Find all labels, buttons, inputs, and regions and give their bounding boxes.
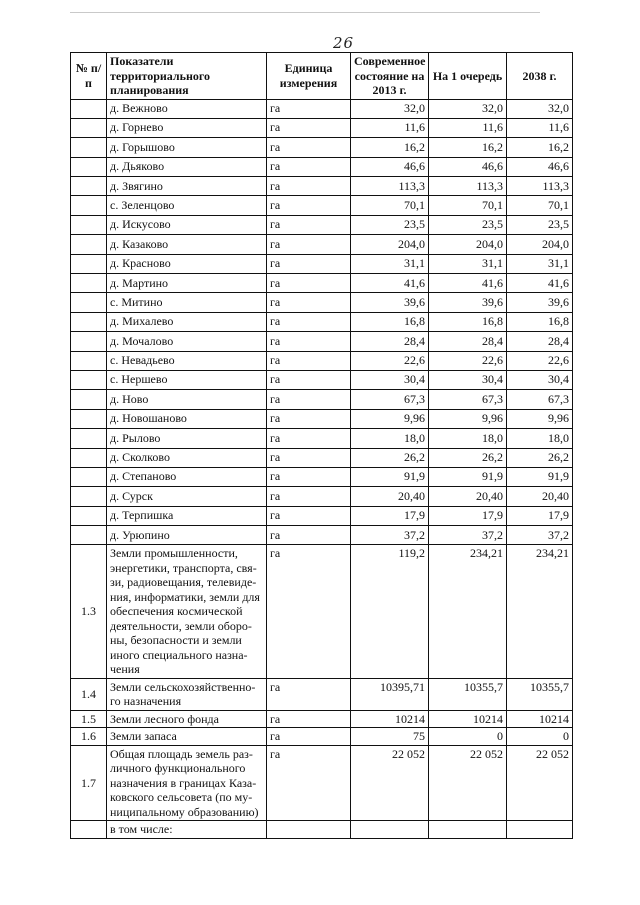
stage1-value: 9,96 — [429, 409, 507, 428]
stage1-value: 11,6 — [429, 118, 507, 137]
row-number-cell — [71, 118, 107, 137]
y2038-value: 67,3 — [507, 390, 573, 409]
table-row — [71, 448, 573, 467]
table-row — [71, 506, 573, 525]
section-title — [107, 728, 267, 746]
row-number-cell — [71, 370, 107, 389]
stage1-value: 234,21 — [429, 545, 507, 679]
section-title-line: Земли сельскохозяйственно- — [110, 679, 256, 694]
table-row — [71, 526, 573, 545]
unit-cell: га — [267, 138, 351, 157]
current-value: 39,6 — [351, 293, 429, 312]
row-number-cell — [71, 409, 107, 428]
table-row — [71, 467, 573, 486]
row-number-cell — [71, 138, 107, 157]
stage1-value: 10355,7 — [429, 678, 507, 710]
current-value: 31,1 — [351, 254, 429, 273]
unit-cell: га — [267, 678, 351, 710]
section-title — [107, 745, 267, 821]
col-header-2038: 2038 г. — [507, 53, 573, 100]
empty-cell — [507, 821, 573, 839]
y2038-value: 37,2 — [507, 526, 573, 545]
y2038-value: 20,40 — [507, 487, 573, 506]
unit-cell: га — [267, 157, 351, 176]
section-title — [107, 710, 267, 728]
unit-cell: га — [267, 526, 351, 545]
unit-cell: га — [267, 293, 351, 312]
section-number: 1.4 — [71, 678, 107, 710]
current-value: 17,9 — [351, 506, 429, 525]
village-name: д. Мартино — [107, 274, 267, 293]
section-title-line: ны, безопасности и земли — [110, 633, 242, 648]
village-name: д. Красново — [107, 254, 267, 273]
village-name: д. Сурск — [107, 487, 267, 506]
current-value: 28,4 — [351, 332, 429, 351]
unit-cell: га — [267, 745, 351, 821]
section-number: 1.5 — [71, 710, 107, 728]
table-row — [71, 196, 573, 215]
stage1-value: 46,6 — [429, 157, 507, 176]
stage1-value: 28,4 — [429, 332, 507, 351]
col-header-current: Современное состояние на 2013 г. — [351, 53, 429, 100]
section-number: 1.3 — [71, 545, 107, 679]
y2038-value: 26,2 — [507, 448, 573, 467]
village-name: д. Искусово — [107, 215, 267, 234]
unit-cell: га — [267, 99, 351, 118]
y2038-value: 18,0 — [507, 429, 573, 448]
village-name: д. Горнево — [107, 118, 267, 137]
row-number-cell — [71, 274, 107, 293]
y2038-value: 39,6 — [507, 293, 573, 312]
village-name: д. Казаково — [107, 235, 267, 254]
row-number-cell — [71, 506, 107, 525]
stage1-value: 67,3 — [429, 390, 507, 409]
village-name: д. Урюпино — [107, 526, 267, 545]
table-row — [71, 351, 573, 370]
section-title-line: ковского сельсовета (по му- — [110, 790, 253, 805]
current-value: 113,3 — [351, 177, 429, 196]
subtotal-label-row — [71, 821, 573, 839]
section-number: 1.7 — [71, 745, 107, 821]
row-number-cell — [71, 351, 107, 370]
section-title-line: чения — [110, 662, 140, 677]
stage1-value: 31,1 — [429, 254, 507, 273]
col-header-num: № п/п — [71, 53, 107, 100]
unit-cell: га — [267, 254, 351, 273]
table-row — [71, 370, 573, 389]
current-value: 26,2 — [351, 448, 429, 467]
unit-cell: га — [267, 506, 351, 525]
village-name: д. Новошаново — [107, 409, 267, 428]
stage1-value: 113,3 — [429, 177, 507, 196]
section-title-line: Земли запаса — [110, 729, 177, 744]
col-header-unit: Единица измерения — [267, 53, 351, 100]
y2038-value: 91,9 — [507, 467, 573, 486]
village-name: д. Терпишка — [107, 506, 267, 525]
stage1-value: 10214 — [429, 710, 507, 728]
unit-cell: га — [267, 467, 351, 486]
row-number-cell — [71, 429, 107, 448]
stage1-value: 22,6 — [429, 351, 507, 370]
table-row — [71, 254, 573, 273]
table-row — [71, 138, 573, 157]
current-value: 20,40 — [351, 487, 429, 506]
y2038-value: 31,1 — [507, 254, 573, 273]
table-row — [71, 274, 573, 293]
unit-cell: га — [267, 196, 351, 215]
section-title — [107, 545, 267, 679]
y2038-value: 204,0 — [507, 235, 573, 254]
unit-cell: га — [267, 429, 351, 448]
current-value: 37,2 — [351, 526, 429, 545]
y2038-value: 16,2 — [507, 138, 573, 157]
row-number-cell — [71, 215, 107, 234]
section-title-line: зи, радиовещания, телевиде- — [110, 575, 257, 590]
stage1-value: 70,1 — [429, 196, 507, 215]
unit-cell: га — [267, 235, 351, 254]
village-name: д. Михалево — [107, 312, 267, 331]
section-row — [71, 710, 573, 728]
y2038-value: 23,5 — [507, 215, 573, 234]
row-number-cell — [71, 177, 107, 196]
page-number: 26 — [333, 34, 355, 52]
current-value: 23,5 — [351, 215, 429, 234]
village-name: д. Мочалово — [107, 332, 267, 351]
current-value: 75 — [351, 728, 429, 746]
current-value: 30,4 — [351, 370, 429, 389]
unit-cell: га — [267, 487, 351, 506]
table-header-row — [71, 53, 573, 100]
unit-cell: га — [267, 215, 351, 234]
village-name: д. Ново — [107, 390, 267, 409]
section-title-line: Общая площадь земель раз- — [110, 746, 253, 761]
y2038-value: 11,6 — [507, 118, 573, 137]
section-title-line: энергетики, транспорта, свя- — [110, 560, 257, 575]
current-value: 46,6 — [351, 157, 429, 176]
unit-cell: га — [267, 274, 351, 293]
section-title-line: ния, информатики, земли для — [110, 589, 260, 604]
village-name: с. Зеленцово — [107, 196, 267, 215]
current-value: 9,96 — [351, 409, 429, 428]
unit-cell: га — [267, 710, 351, 728]
current-value: 67,3 — [351, 390, 429, 409]
table-row — [71, 312, 573, 331]
row-number-cell — [71, 526, 107, 545]
table-row — [71, 177, 573, 196]
section-title-line: ниципальному образованию) — [110, 804, 259, 819]
section-title — [107, 678, 267, 710]
section-row — [71, 678, 573, 710]
section-title-line: го назначения — [110, 694, 182, 709]
section-row — [71, 728, 573, 746]
table-row — [71, 215, 573, 234]
stage1-value: 39,6 — [429, 293, 507, 312]
row-number-cell — [71, 254, 107, 273]
stage1-value: 30,4 — [429, 370, 507, 389]
section-title-line: Земли промышленности, — [110, 546, 238, 561]
table-row — [71, 390, 573, 409]
current-value: 18,0 — [351, 429, 429, 448]
unit-cell: га — [267, 728, 351, 746]
empty-cell — [267, 821, 351, 839]
row-number-cell — [71, 99, 107, 118]
table-row — [71, 99, 573, 118]
including-label: в том числе: — [107, 821, 267, 839]
section-title-line: обеспечения космической — [110, 604, 243, 619]
y2038-value: 41,6 — [507, 274, 573, 293]
col-header-indicator: Показатели территориального планирования — [107, 53, 267, 100]
village-name: д. Вежново — [107, 99, 267, 118]
page-top-rule — [70, 12, 540, 13]
row-number-cell — [71, 467, 107, 486]
village-name: с. Митино — [107, 293, 267, 312]
y2038-value: 0 — [507, 728, 573, 746]
stage1-value: 20,40 — [429, 487, 507, 506]
y2038-value: 10355,7 — [507, 678, 573, 710]
unit-cell: га — [267, 351, 351, 370]
section-title-line: деятельности, земли оборо- — [110, 618, 252, 633]
stage1-value: 18,0 — [429, 429, 507, 448]
row-number-cell — [71, 390, 107, 409]
row-number-cell — [71, 487, 107, 506]
stage1-value: 37,2 — [429, 526, 507, 545]
y2038-value: 22,6 — [507, 351, 573, 370]
stage1-value: 91,9 — [429, 467, 507, 486]
unit-cell: га — [267, 332, 351, 351]
row-number-cell — [71, 312, 107, 331]
current-value: 32,0 — [351, 99, 429, 118]
y2038-value: 70,1 — [507, 196, 573, 215]
current-value: 10395,71 — [351, 678, 429, 710]
current-value: 11,6 — [351, 118, 429, 137]
table-row — [71, 429, 573, 448]
y2038-value: 113,3 — [507, 177, 573, 196]
row-number-cell — [71, 235, 107, 254]
unit-cell: га — [267, 409, 351, 428]
section-title-line: назначения в границах Каза- — [110, 775, 257, 790]
row-number-cell — [71, 332, 107, 351]
y2038-value: 28,4 — [507, 332, 573, 351]
section-row — [71, 545, 573, 679]
row-number-cell — [71, 196, 107, 215]
village-name: д. Звягино — [107, 177, 267, 196]
y2038-value: 9,96 — [507, 409, 573, 428]
stage1-value: 32,0 — [429, 99, 507, 118]
current-value: 10214 — [351, 710, 429, 728]
row-number-cell — [71, 293, 107, 312]
unit-cell: га — [267, 390, 351, 409]
current-value: 91,9 — [351, 467, 429, 486]
stage1-value: 0 — [429, 728, 507, 746]
y2038-value: 32,0 — [507, 99, 573, 118]
stage1-value: 204,0 — [429, 235, 507, 254]
village-name: д. Рылово — [107, 429, 267, 448]
unit-cell: га — [267, 448, 351, 467]
current-value: 70,1 — [351, 196, 429, 215]
col-header-stage1: На 1 очередь — [429, 53, 507, 100]
unit-cell: га — [267, 118, 351, 137]
section-number: 1.6 — [71, 728, 107, 746]
stage1-value: 17,9 — [429, 506, 507, 525]
village-name: с. Нершево — [107, 370, 267, 389]
current-value: 16,2 — [351, 138, 429, 157]
current-value: 22 052 — [351, 745, 429, 821]
unit-cell: га — [267, 370, 351, 389]
current-value: 22,6 — [351, 351, 429, 370]
table-row — [71, 409, 573, 428]
y2038-value: 16,8 — [507, 312, 573, 331]
current-value: 41,6 — [351, 274, 429, 293]
stage1-value: 16,8 — [429, 312, 507, 331]
table-row — [71, 118, 573, 137]
current-value: 16,8 — [351, 312, 429, 331]
table-row — [71, 235, 573, 254]
section-title-line: личного функционального — [110, 761, 246, 776]
y2038-value: 234,21 — [507, 545, 573, 679]
current-value: 119,2 — [351, 545, 429, 679]
y2038-value: 46,6 — [507, 157, 573, 176]
table-row — [71, 157, 573, 176]
table-row — [71, 293, 573, 312]
row-number-cell — [71, 157, 107, 176]
y2038-value: 17,9 — [507, 506, 573, 525]
stage1-value: 26,2 — [429, 448, 507, 467]
unit-cell: га — [267, 312, 351, 331]
stage1-value: 22 052 — [429, 745, 507, 821]
y2038-value: 22 052 — [507, 745, 573, 821]
row-number-cell — [71, 448, 107, 467]
stage1-value: 16,2 — [429, 138, 507, 157]
section-title-line: Земли лесного фонда — [110, 711, 219, 726]
village-name: с. Невадьево — [107, 351, 267, 370]
section-row — [71, 745, 573, 821]
empty-cell — [429, 821, 507, 839]
y2038-value: 10214 — [507, 710, 573, 728]
land-use-table — [70, 52, 573, 839]
village-name: д. Горышово — [107, 138, 267, 157]
stage1-value: 41,6 — [429, 274, 507, 293]
table-row — [71, 332, 573, 351]
unit-cell: га — [267, 177, 351, 196]
current-value: 204,0 — [351, 235, 429, 254]
empty-cell — [351, 821, 429, 839]
village-name: д. Дьяково — [107, 157, 267, 176]
section-title-line: иного специального назна- — [110, 647, 248, 662]
unit-cell: га — [267, 545, 351, 679]
stage1-value: 23,5 — [429, 215, 507, 234]
y2038-value: 30,4 — [507, 370, 573, 389]
village-name: д. Сколково — [107, 448, 267, 467]
row-number-cell — [71, 821, 107, 839]
village-name: д. Степаново — [107, 467, 267, 486]
table-row — [71, 487, 573, 506]
